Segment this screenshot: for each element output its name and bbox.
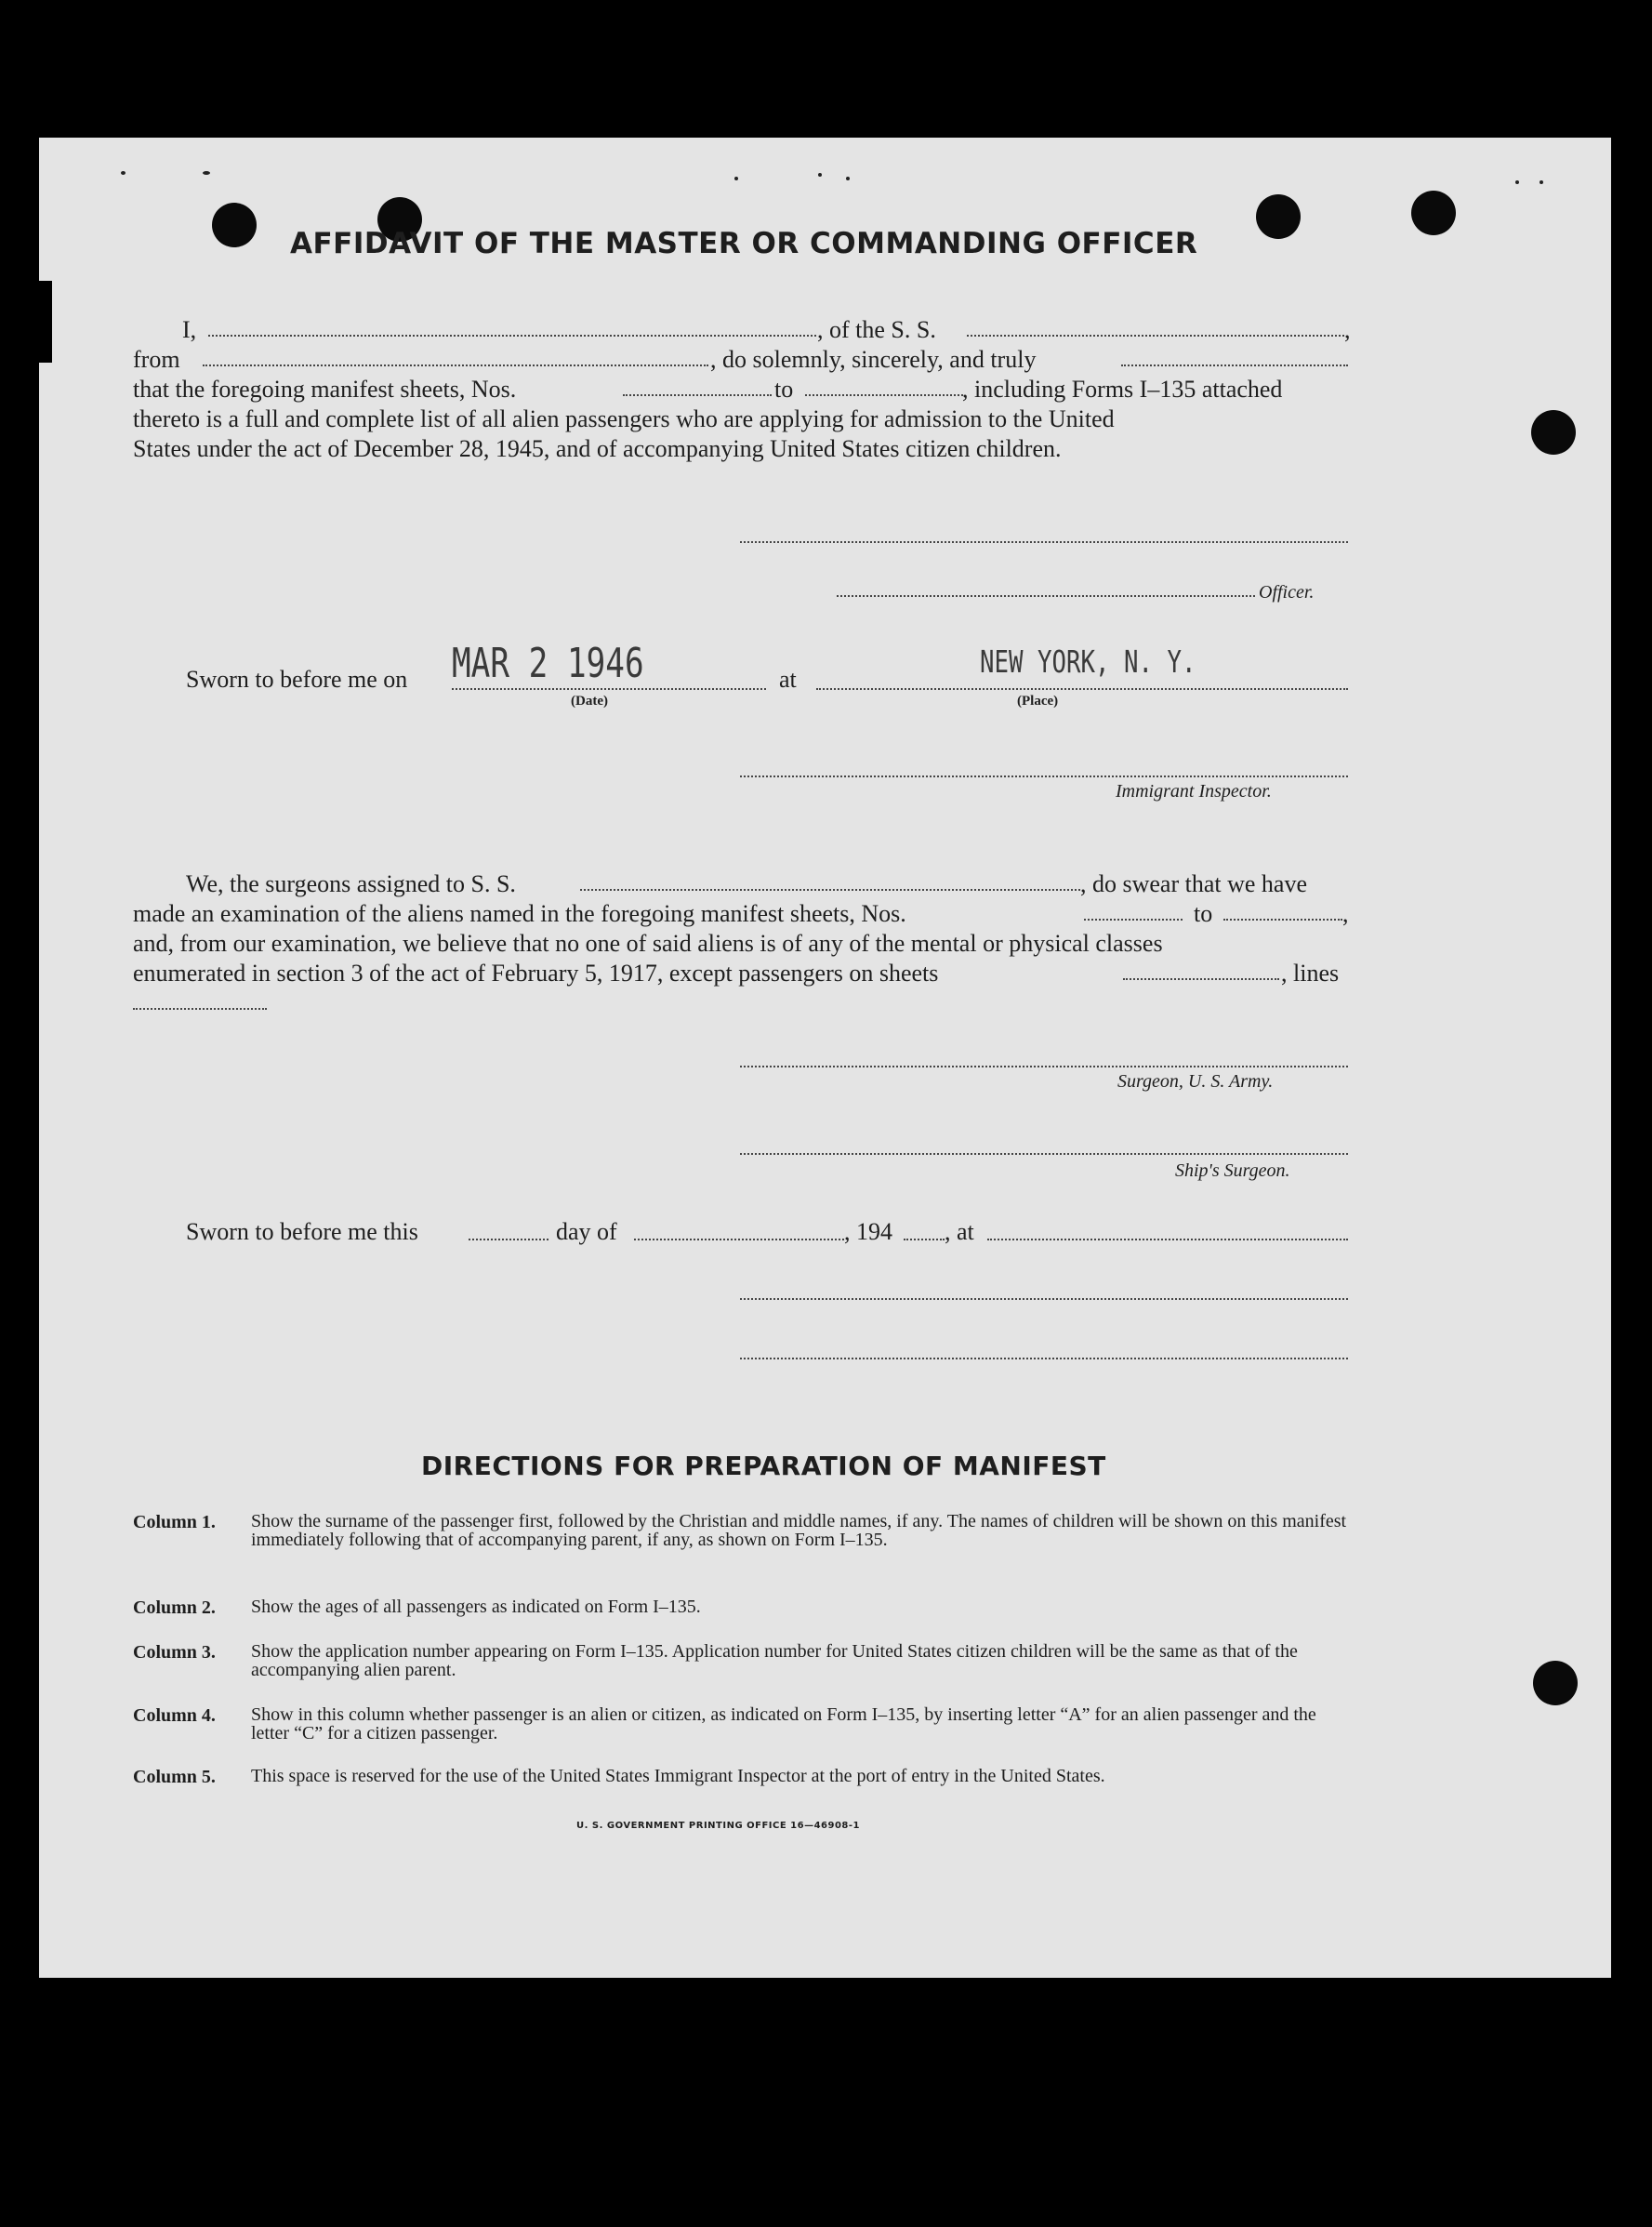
surgeon-sheet-to-blank[interactable] xyxy=(1223,919,1342,921)
affidavit-line2-text: , do solemnly, sincerely, and truly xyxy=(710,346,1037,373)
place-caption: (Place) xyxy=(1017,694,1059,709)
sworn2-at: , at xyxy=(945,1218,974,1245)
affidavit-line3-to: to xyxy=(774,376,794,403)
date-caption: (Date) xyxy=(571,694,608,709)
affidavit-line1-comma: , xyxy=(1344,316,1351,343)
punch-hole xyxy=(1533,1661,1578,1705)
surgeons-line2-label: made an examination of the aliens named in the foregoing manifest sheets, Nos. xyxy=(133,900,906,927)
sworn-place-blank[interactable] xyxy=(816,688,1348,690)
sworn2-month-blank[interactable] xyxy=(634,1239,844,1240)
speck xyxy=(734,177,738,180)
surgeons-line1-text: , do swear that we have xyxy=(1080,870,1308,897)
excepted-lines-blank[interactable] xyxy=(133,1008,267,1010)
direction-column-label: Column 1. xyxy=(133,1512,216,1532)
sworn1-at: at xyxy=(779,666,797,693)
sheet-to-blank[interactable] xyxy=(805,394,963,396)
sworn2-prefix: Sworn to before me this xyxy=(186,1218,418,1245)
affidavit-line3-text: , including Forms I–135 attached xyxy=(962,376,1283,403)
direction-column-text: Show in this column whether passenger is an alien or citizen, as indicated on Form I–135, by inserting letter “A” for an alien passenger and the letter “C” for a citizen passenger. xyxy=(251,1704,1316,1743)
army-surgeon-signature-line[interactable] xyxy=(740,1066,1348,1067)
port-from-blank[interactable] xyxy=(203,365,708,366)
speck xyxy=(846,177,850,180)
punch-hole xyxy=(1531,410,1576,455)
surgeons-line2-to: to xyxy=(1194,900,1213,927)
excepted-sheets-blank[interactable] xyxy=(1123,978,1279,980)
speck xyxy=(203,171,210,175)
punch-hole xyxy=(1411,191,1456,235)
sworn2-signature-line-1[interactable] xyxy=(740,1298,1348,1300)
speck xyxy=(1540,180,1543,184)
direction-column-text: This space is reserved for the use of the United States Immigrant Inspector at the port of entry in the United States. xyxy=(251,1766,1105,1786)
sworn2-year: , 194 xyxy=(844,1218,892,1245)
surgeons-line4-label: enumerated in section 3 of the act of February 5, 1917, except passengers on sheets xyxy=(133,960,939,987)
sworn-date-blank[interactable] xyxy=(452,688,766,690)
affidavit-line4: thereto is a full and complete list of all alien passengers who are applying for admission to the United xyxy=(133,405,1115,432)
speck xyxy=(121,171,126,175)
sworn-place-stamp: NEW YORK, N. Y. xyxy=(980,643,1196,680)
printing-office-footer: U. S. GOVERNMENT PRINTING OFFICE 16—46908-1 xyxy=(576,1821,860,1831)
affidavit-line5: States under the act of December 28, 1945, and of accompanying United States citizen children. xyxy=(133,435,1062,462)
sheet-from-blank[interactable] xyxy=(623,394,772,396)
ship-name-blank[interactable] xyxy=(967,335,1344,337)
sworn-date-stamp: MAR 2 1946 xyxy=(452,640,644,687)
surgeons-line1-label: We, the surgeons assigned to S. S. xyxy=(186,870,516,897)
affidavit-line3-label: that the foregoing manifest sheets, Nos. xyxy=(133,376,517,403)
direction-column-text: Show the surname of the passenger first, followed by the Christian and middle names, if any. The names of children will be shown on this manifest immediately following that of accompanying parent, if any, as shown on Form I–135. xyxy=(251,1511,1347,1550)
sworn1-prefix: Sworn to before me on xyxy=(186,666,408,693)
direction-column-label: Column 5. xyxy=(133,1767,216,1787)
officer-signature-line-1[interactable] xyxy=(740,541,1348,543)
speck xyxy=(818,173,822,177)
inspector-label: Immigrant Inspector. xyxy=(1116,781,1272,802)
directions-title: DIRECTIONS FOR PREPARATION OF MANIFEST xyxy=(421,1451,1106,1481)
officer-label: Officer. xyxy=(1259,582,1315,603)
surgeons-line4-lines: , lines xyxy=(1281,960,1340,987)
affidavit-line2-label: from xyxy=(133,346,180,373)
officer-signature-line-2[interactable] xyxy=(837,595,1255,597)
ship-surgeon-label: Ship's Surgeon. xyxy=(1175,1160,1290,1181)
speck xyxy=(1515,180,1519,184)
affidavit-title: AFFIDAVIT OF THE MASTER OR COMMANDING OFFICER xyxy=(290,227,1198,260)
master-name-blank[interactable] xyxy=(208,335,816,337)
direction-column-label: Column 3. xyxy=(133,1642,216,1663)
punch-hole xyxy=(212,203,257,247)
direction-column-label: Column 4. xyxy=(133,1705,216,1726)
direction-column-text: Show the application number appearing on Form I–135. Application number for United States citizen children will be the same as that of the accompanying alien parent. xyxy=(251,1641,1298,1680)
affidavit-line1-label: I, xyxy=(182,316,197,343)
surgeons-line3: and, from our examination, we believe that no one of said aliens is of any of the mental or physical classes xyxy=(133,930,1163,957)
sworn2-place-blank[interactable] xyxy=(987,1239,1348,1240)
army-surgeon-label: Surgeon, U. S. Army. xyxy=(1117,1071,1274,1092)
sworn2-day-of: day of xyxy=(556,1218,617,1245)
sworn2-day-blank[interactable] xyxy=(469,1239,548,1240)
surgeons-line2-comma: , xyxy=(1342,900,1349,927)
surgeon-ship-blank[interactable] xyxy=(580,889,1080,891)
punch-hole xyxy=(1256,194,1301,239)
sworn2-signature-line-2[interactable] xyxy=(740,1358,1348,1359)
ship-surgeon-signature-line[interactable] xyxy=(740,1153,1348,1155)
inspector-signature-line[interactable] xyxy=(740,775,1348,777)
page-edge-mark xyxy=(39,281,52,363)
affidavit-line1-ship: , of the S. S. xyxy=(817,316,936,343)
affidavit-line2-blank[interactable] xyxy=(1121,365,1348,366)
direction-column-label: Column 2. xyxy=(133,1597,216,1618)
sworn2-year-blank[interactable] xyxy=(904,1239,945,1240)
surgeon-sheet-from-blank[interactable] xyxy=(1084,919,1183,921)
direction-column-text: Show the ages of all passengers as indicated on Form I–135. xyxy=(251,1597,701,1617)
